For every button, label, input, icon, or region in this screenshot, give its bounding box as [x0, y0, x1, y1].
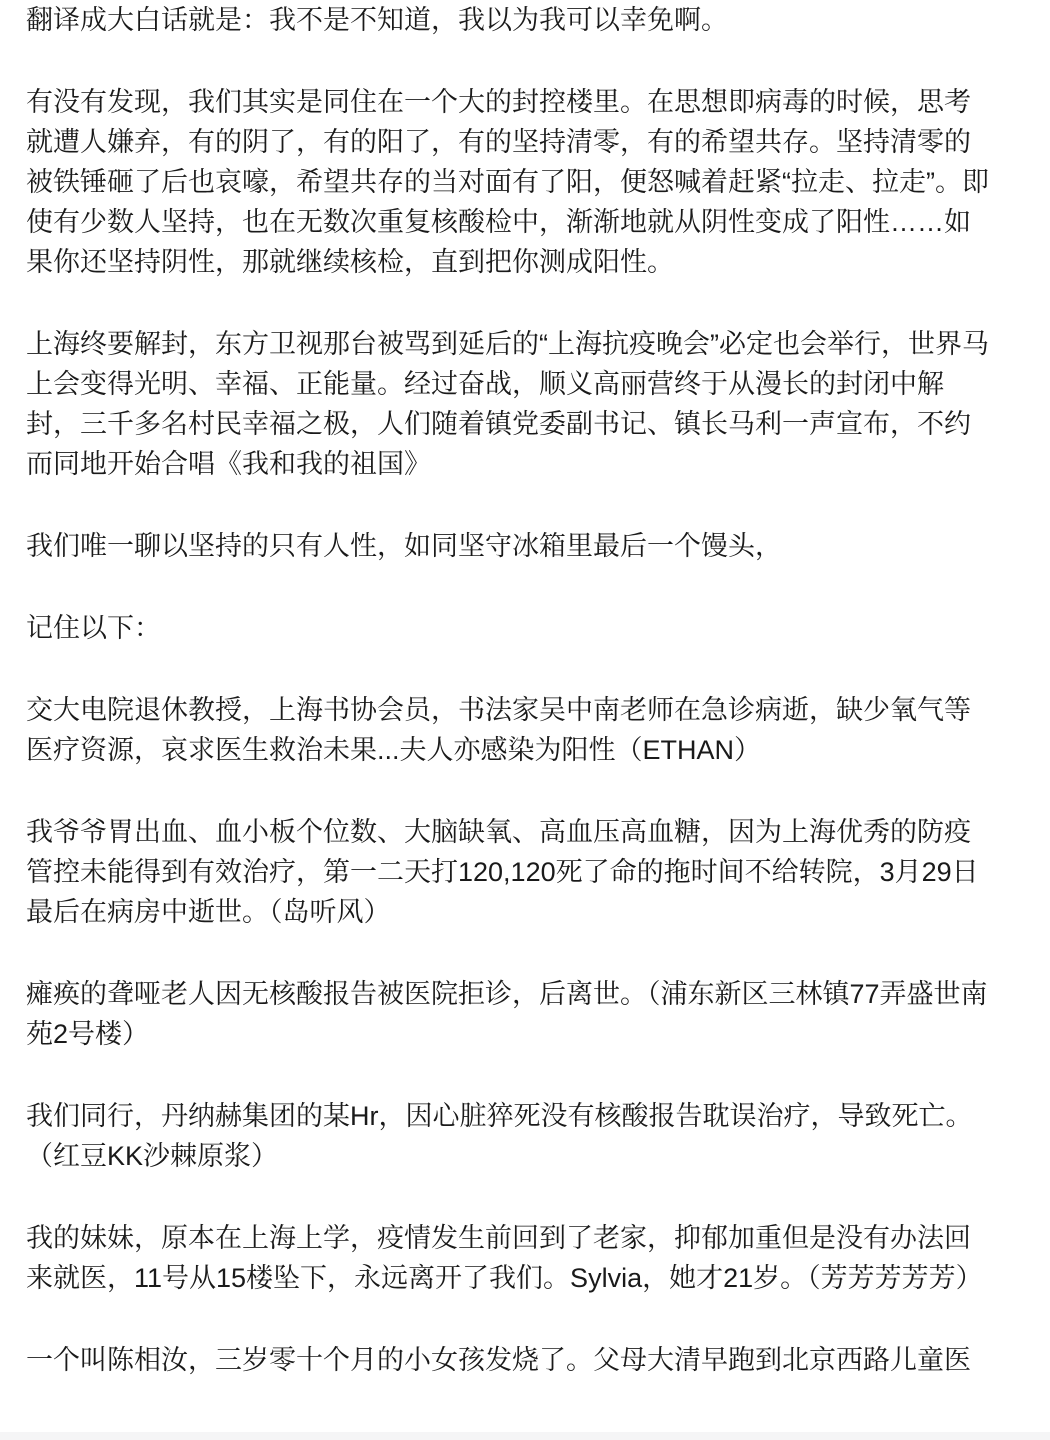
- article-body: [26, 0, 991, 1422]
- paragraph: 一个叫陈相汝，三岁零十个月的小女孩发烧了。父母大清早跑到北京西路儿童医: [26, 1345, 971, 1375]
- paragraph: 翻译成大白话就是：我不是不知道，我以为我可以幸免啊。: [26, 5, 728, 35]
- paragraph: 交大电院退休教授，上海书协会员，书法家吴中南老师在急诊病逝，缺少氧气等医疗资源，哀求医生救治未果...夫人亦感染为阳性（ETHAN）: [26, 695, 971, 765]
- paragraph: 我们同行，丹纳赫集团的某Hr，因心脏猝死没有核酸报告耽误治疗，导致死亡。（红豆KK沙棘原浆）: [26, 1101, 973, 1171]
- next-section-top-edge: [0, 1432, 1050, 1440]
- paragraph: 我爷爷胃出血、血小板个位数、大脑缺氧、高血压高血糖，因为上海优秀的防疫管控未能得到有效治疗，第一二天打120,120死了命的拖时间不给转院，3月29日最后在病房中逝世。（岛听风）: [26, 817, 979, 927]
- paragraph: 我们唯一聊以坚持的只有人性，如同坚守冰箱里最后一个馒头，: [26, 531, 782, 561]
- paragraph: 我的妹妹，原本在上海上学，疫情发生前回到了老家，抑郁加重但是没有办法回来就医，11号从15楼坠下，永远离开了我们。Sylvia，她才21岁。（芳芳芳芳芳）: [26, 1223, 983, 1293]
- paragraph: 瘫痪的聋哑老人因无核酸报告被医院拒诊，后离世。（浦东新区三林镇77弄盛世南苑2号楼）: [26, 979, 988, 1049]
- paragraph: 上海终要解封，东方卫视那台被骂到延后的“上海抗疫晚会”必定也会举行，世界马上会变得光明、幸福、正能量。经过奋战，顺义高丽营终于从漫长的封闭中解封，三千多名村民幸福之极，人们随着镇党委副书记、镇长马利一声宣布，不约而同地开始合唱《我和我的祖国》: [26, 329, 989, 479]
- paragraph: 记住以下：: [26, 613, 161, 643]
- paragraph: 有没有发现，我们其实是同住在一个大的封控楼里。在思想即病毒的时候，思考就遭人嫌弃，有的阴了，有的阳了，有的坚持清零，有的希望共存。坚持清零的被铁锤砸了后也哀嚎，希望共存的当对面有了阳，便怒喊着赶紧“拉走、拉走”。即使有少数人坚持，也在无数次重复核酸检中，渐渐地就从阴性变成了阳性……如果你还坚持阴性，那就继续核检，直到把你测成阳性。: [26, 87, 989, 277]
